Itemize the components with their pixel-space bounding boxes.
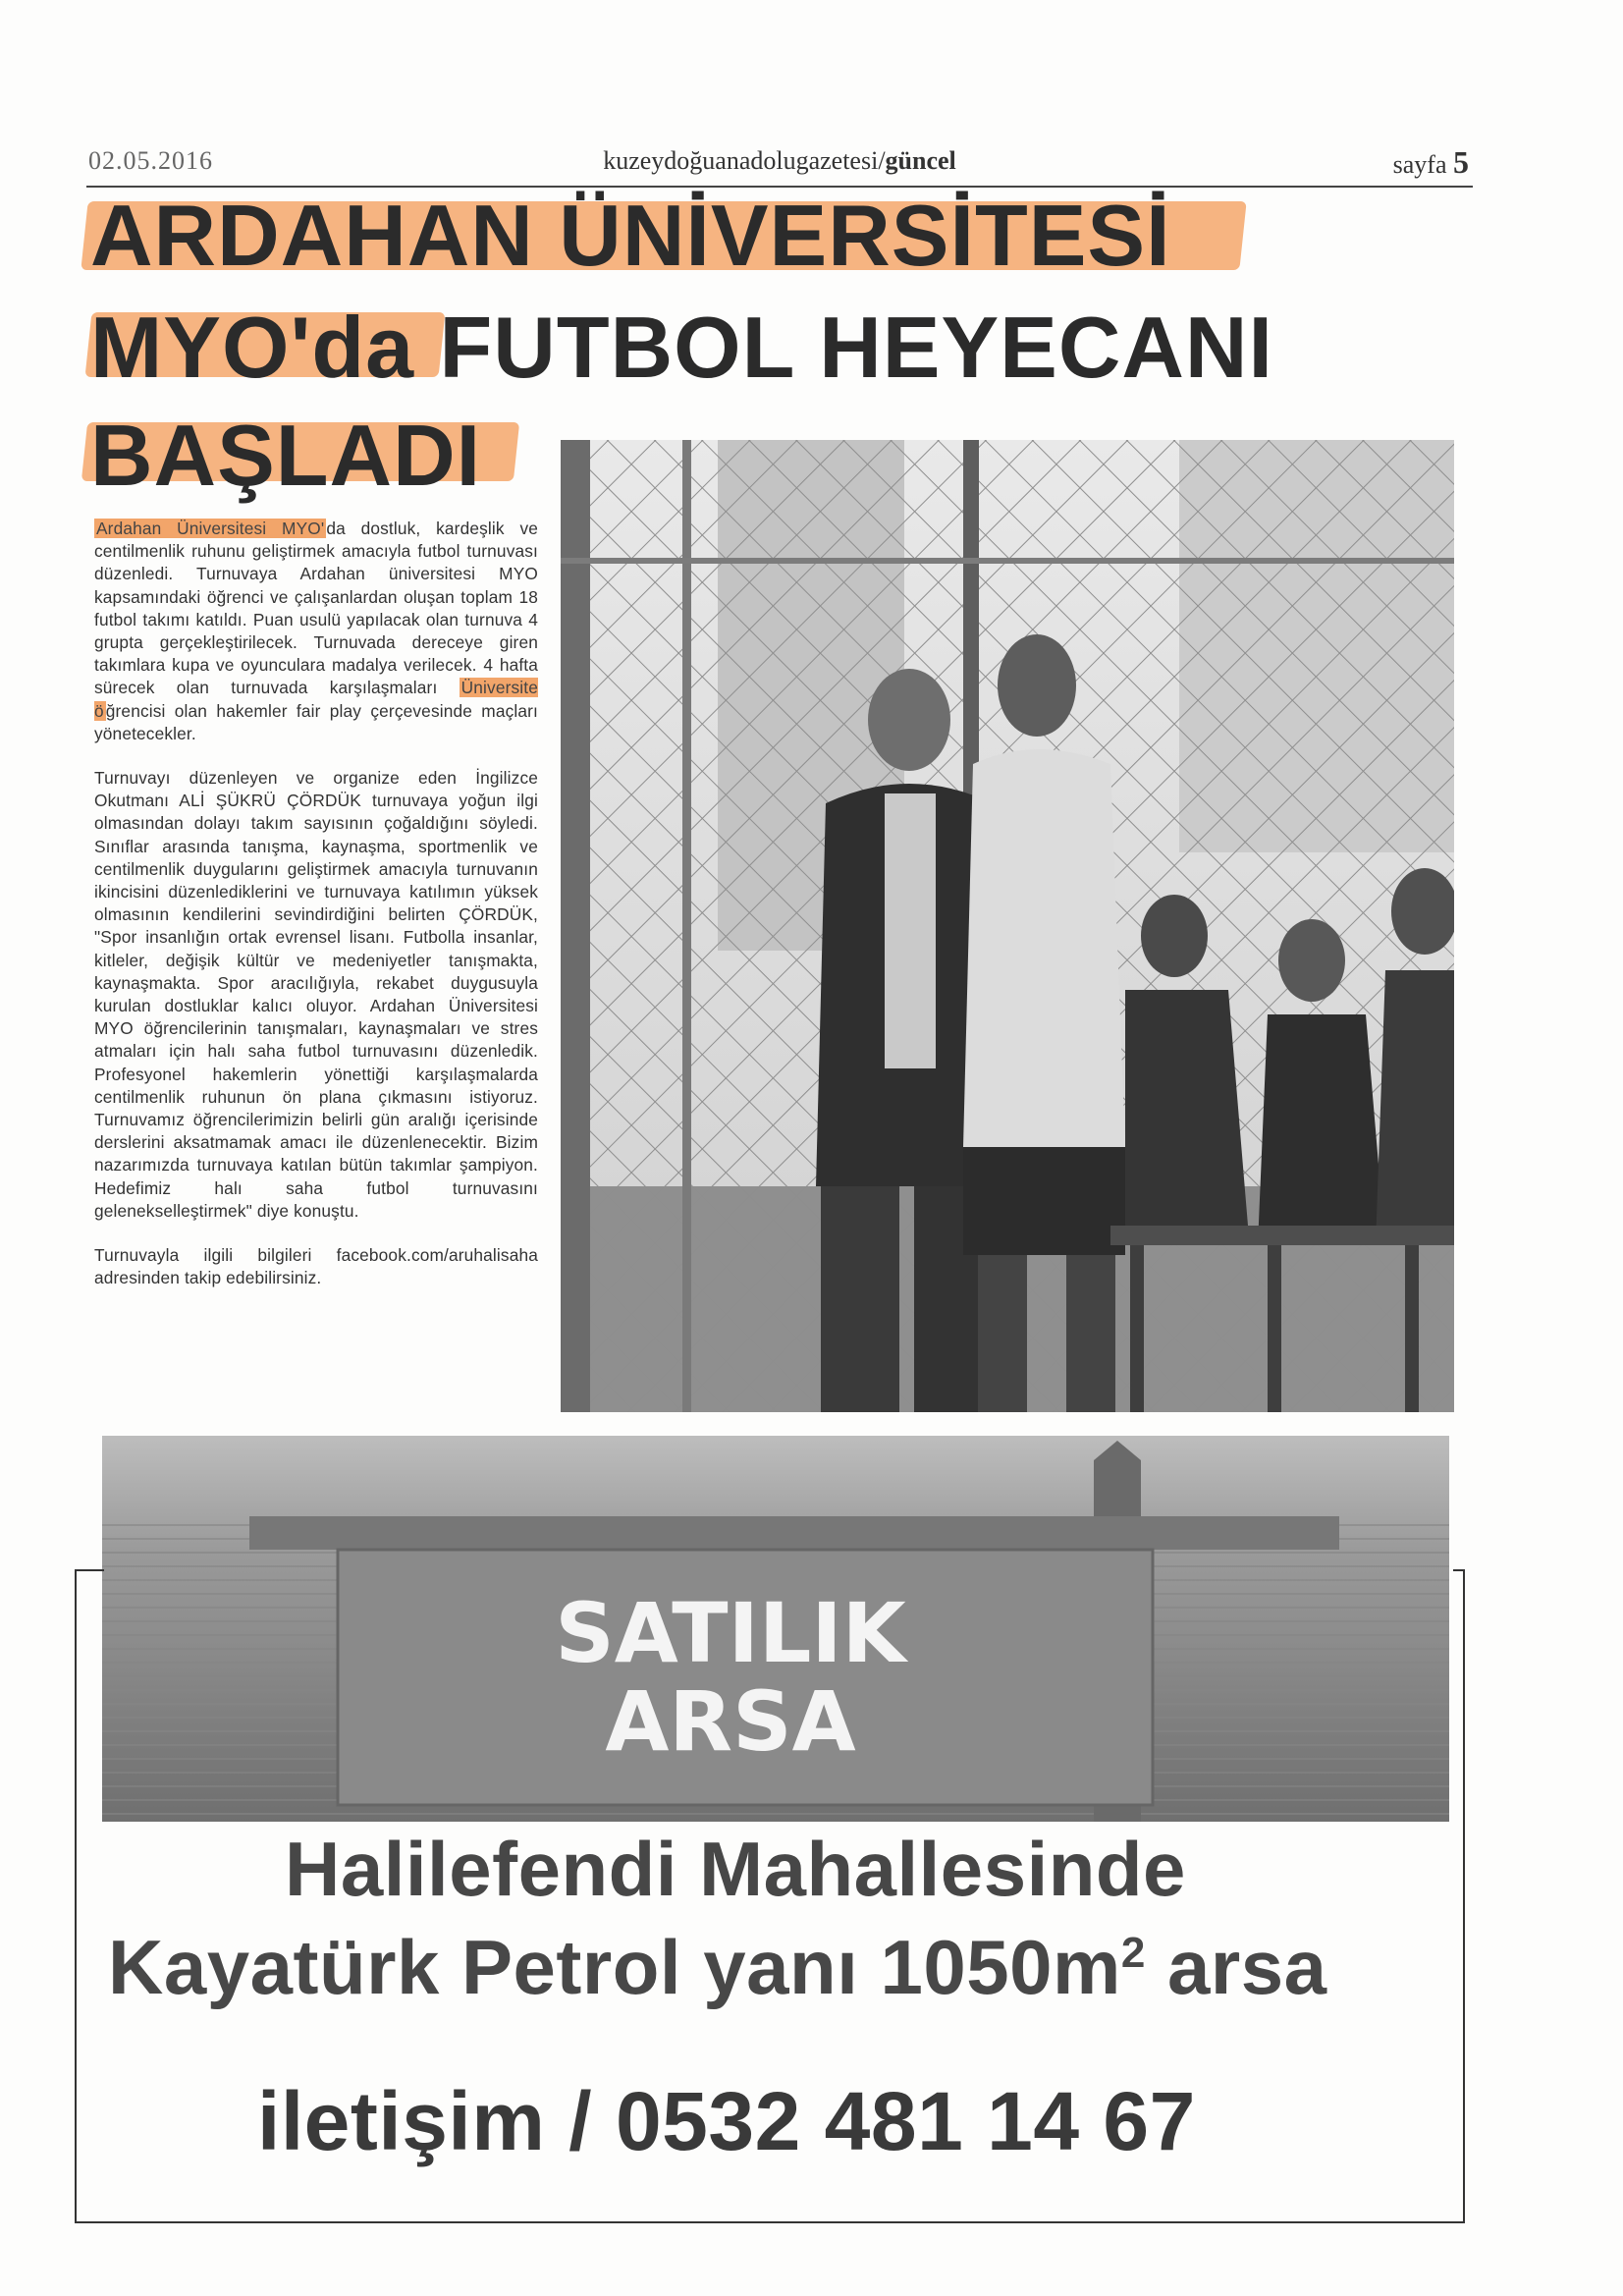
site-section: güncel — [885, 146, 956, 175]
ad-location-suffix: arsa — [1145, 1924, 1327, 2010]
page-number — [1393, 144, 1469, 181]
square-meter-superscript: 2 — [1120, 1929, 1146, 1977]
highlighted-text: Ardahan Üniversitesi MYO' — [96, 519, 325, 538]
page-header — [86, 140, 1473, 188]
site-path — [86, 146, 1473, 176]
site-name: kuzeydoğuanadolugazetesi/ — [603, 146, 886, 175]
ad-location-text: Kayatürk Petrol yanı 1050m — [108, 1924, 1121, 2010]
ad-contact-line: iletişim / 0532 481 14 67 — [257, 2075, 1196, 2167]
headline-line-2: MYO'da FUTBOL HEYECANI — [90, 299, 1273, 396]
page-number-value: 5 — [1453, 144, 1469, 180]
paragraph-text: da dostluk, kardeşlik ve centilmenlik ruhunu geliştirmek amacıyla futbol turnuvası düzenledi. Turnuvaya Ardahan üniversitesi MYO kapsamındaki öğrenci ve çalışanlardan oluşan toplam 18 futbol takımı katıldı. Puan usulü yapılacak olan turnuva 4 grupta gerçekleştirilecek. Turnuvada dereceye giren takımlara kupa ve oyunculara madalya verilecek. 4 hafta sürecek olan turnuvada karşılaşmaları — [94, 519, 538, 698]
headline-line-3: BAŞLADI — [90, 407, 482, 504]
ad-location-line — [108, 1923, 1327, 2012]
article-body — [94, 518, 538, 1312]
tournament-photo — [561, 440, 1454, 1412]
article-paragraph-1 — [94, 518, 538, 745]
page-label: sayfa — [1392, 150, 1447, 179]
article-paragraph-2: Turnuvayı düzenleyen ve organize eden İngilizce Okutmanı ALİ ŞÜKRÜ ÇÖRDÜK turnuvaya yoğun ilgi olmasından dolayı takım sayısının çoğaldığını söyledi. Sınıflar arasında tanışma, kaynaşma, sportmenlik ve centilmenlik duygularını geliştirmek amacıyla turnuvanın ikincisini düzenlediklerini ve turnuvaya katılımın yüksek olmasının kendilerini sevindirdiğini belirten ÇÖRDÜK, "Spor insanlığın ortak evrensel lisanı. Futbolla insanlar, kitleler, değişik kültür ve medeniyetler tanışmakta, kaynaşmakta. Spor aracılığıyla, rekabet duygusuyla kurulan dostluklar kalıcı oluyor. Ardahan Üniversitesi MYO öğrencilerinin tanışmaları, kaynaşmaları ve stres atmaları için halı saha futbol turnuvasını düzenledik. Profesyonel hakemlerin yönettiği karşılaşmalarda centilmenlik ruhunun ön plana çıkmasını istiyoruz. Turnuvamız öğrencilerimizin belirli gün aralığı içerisinde derslerini aksatmamak amacı ile düzenlenecektir. Bizim nazarımızda turnuvaya katılan bütün takımlar şampiyon. Hedefimiz halı saha futbol turnuvasını gelenekselleştirmek" diye konuştu. — [94, 768, 538, 1221]
sign-text-arsa: ARSA — [605, 1673, 856, 1770]
paragraph-text-2: ğrencisi olan hakemler fair play çerçevesinde maçları yönetecekler. — [94, 700, 538, 743]
article-paragraph-3: Turnuvayla ilgili bilgileri facebook.com/aruhalisaha adresinden takip edebilirsiniz. — [94, 1245, 538, 1288]
issue-date: 02.05.2016 — [88, 146, 213, 175]
sign-text-satilik: SATILIK — [555, 1585, 906, 1681]
highlighted-text-2: Üniversite ö — [94, 678, 538, 721]
ad-address-line: Halilefendi Mahallesinde — [285, 1826, 1186, 1912]
tournament-photo-illustration — [561, 440, 1454, 1412]
headline-line-1: ARDAHAN ÜNİVERSİTESİ — [90, 187, 1171, 284]
